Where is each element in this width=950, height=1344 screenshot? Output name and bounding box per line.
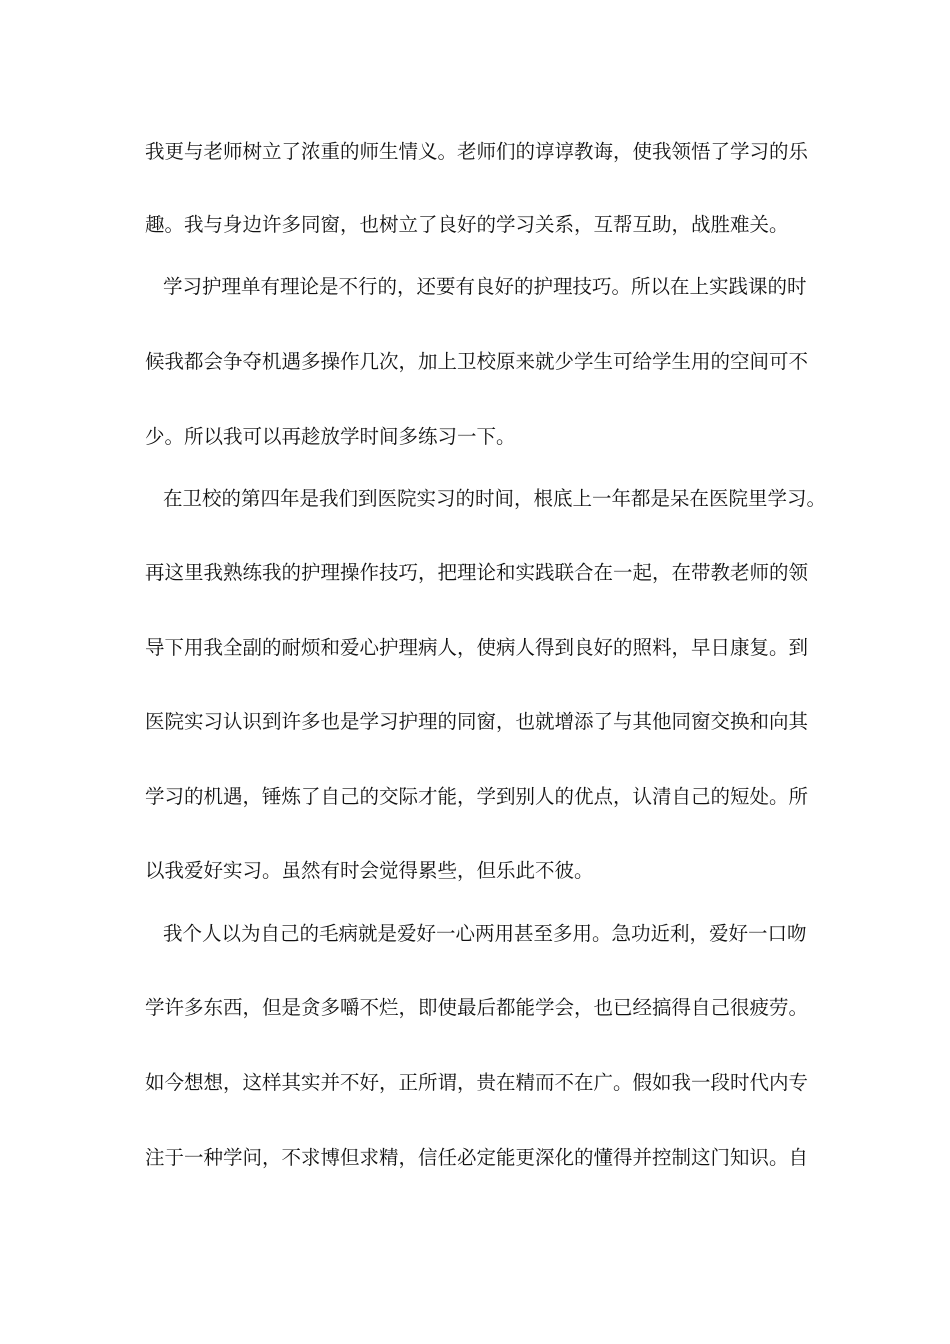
text-line: 趣。我与身边许多同窗，也树立了良好的学习关系，互帮互助，战胜难关。: [145, 213, 789, 236]
paragraph-start-line: 在卫校的第四年是我们到医院实习的时间，根底上一年都是呆在医院里学习。: [163, 487, 827, 510]
text-line: 候我都会争夺机遇多操作几次，加上卫校原来就少学生可给学生用的空间可不: [145, 350, 809, 373]
text-line: 学许多东西，但是贪多嚼不烂，即使最后都能学会，也已经搞得自己很疲劳。: [145, 996, 809, 1019]
text-line: 少。所以我可以再趁放学时间多练习一下。: [145, 425, 516, 448]
paragraph-start-line: 我个人以为自己的毛病就是爱好一心两用甚至多用。急功近利，爱好一口吻: [163, 922, 807, 945]
text-line: 我更与老师树立了浓重的师生情义。老师们的谆谆教诲，使我领悟了学习的乐: [145, 140, 809, 163]
paragraph-start-line: 学习护理单有理论是不行的，还要有良好的护理技巧。所以在上实践课的时: [163, 275, 807, 298]
text-line: 再这里我熟练我的护理操作技巧，把理论和实践联合在一起，在带教老师的领: [145, 561, 809, 584]
text-line: 导下用我全副的耐烦和爱心护理病人，使病人得到良好的照料，早日康复。到: [145, 636, 809, 659]
text-line: 学习的机遇，锤炼了自己的交际才能，学到别人的优点，认清自己的短处。所: [145, 785, 809, 808]
text-line: 如今想想，这样其实并不好，正所谓，贵在精而不在广。假如我一段时代内专: [145, 1071, 809, 1094]
text-line: 以我爱好实习。虽然有时会觉得累些，但乐此不彼。: [145, 859, 594, 882]
text-line: 注于一种学问，不求博但求精，信任必定能更深化的懂得并控制这门知识。自: [145, 1146, 809, 1169]
text-line: 医院实习认识到许多也是学习护理的同窗，也就增添了与其他同窗交换和向其: [145, 710, 809, 733]
